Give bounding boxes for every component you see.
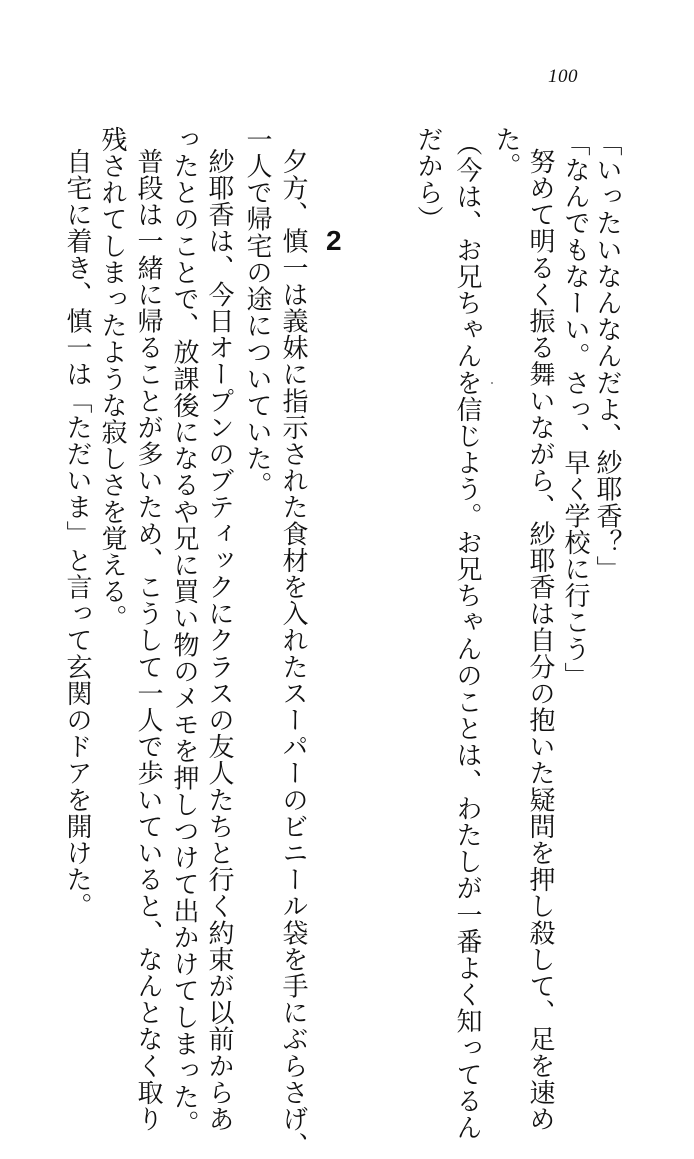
text-line-6: だから） [413, 126, 443, 233]
text-line-2: 「なんでもなーい。さっ、早く学校に行こう」 [560, 130, 590, 689]
text-line-4: た。 [491, 126, 521, 180]
page-number: 100 [548, 66, 578, 87]
ink-speck [491, 382, 493, 384]
chapter-number: 2 [326, 225, 342, 256]
text-line-3: 努めて明るく振る舞いながら、紗耶香は自分の抱いた疑問を押し殺して、足を速め [525, 148, 555, 1133]
text-line-7: 夕方、慎一は義妹に指示された食材を入れたスーパーのビニール袋を手にぶらさげ、 [278, 148, 308, 1159]
text-line-12: 残されてしまったような寂しさを覚える。 [97, 126, 127, 632]
text-line-9: 紗耶香は、今日オープンのブティックにクラスの友人たちと行く約束が以前からあ [204, 148, 234, 1133]
text-line-8: 一人で帰宅の途についていた。 [242, 126, 272, 499]
text-line-11: 普段は一緒に帰ることが多いため、こうして一人で歩いていると、なんとなく取り [133, 148, 163, 1133]
text-line-10: ったとのことで、放課後になるや兄に買い物のメモを押しつけて出かけてしまった。 [169, 126, 199, 1137]
text-line-1: 「いったいなんなんだよ、紗耶香？」 [592, 130, 622, 583]
text-line-5: （今は、お兄ちゃんを信じよう。お兄ちゃんのことは、わたしが一番よく知ってるん [452, 130, 482, 1141]
text-line-13: 自宅に着き、慎一は「ただいま」と言って玄関のドアを開けた。 [62, 148, 92, 920]
